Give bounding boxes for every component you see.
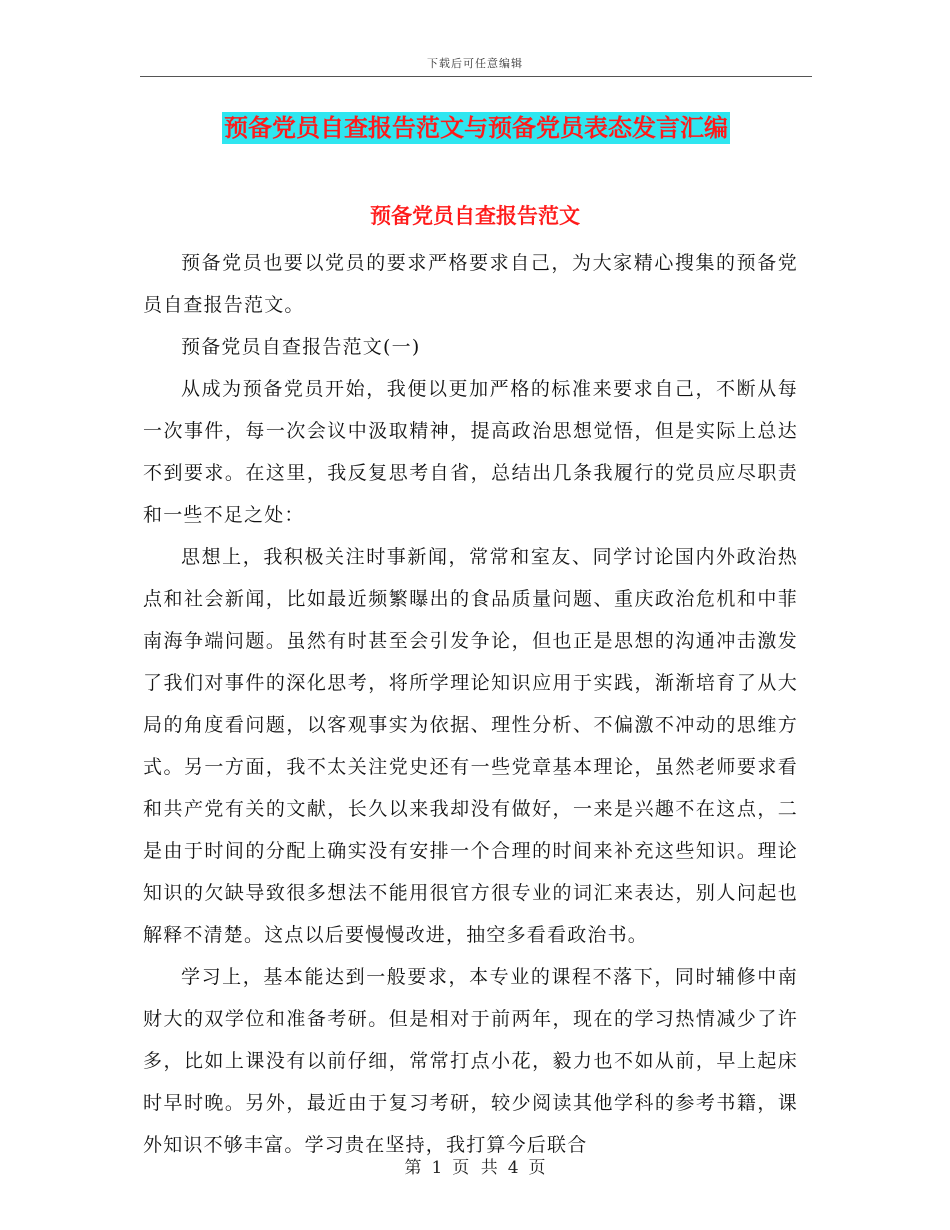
footer-suffix: 页 (528, 1158, 546, 1178)
paragraph-opening: 从成为预备党员开始，我便以更加严格的标准来要求自己，不断从每一次事件，每一次会议中汲取精神，提高政治思想觉悟，但是实际上总达不到要求。在这里，我反复思考自省，总结出几条我履行的党员应尽职责和一些不足之处： (143, 378, 798, 526)
page-footer (0, 1153, 950, 1178)
total-page-count: 4 (507, 1158, 519, 1178)
paragraph-ideology: 思想上，我积极关注时事新闻，常常和室友、同学讨论国内外政治热点和社会新闻，比如最近频繁曝出的食品质量问题、重庆政治危机和中菲南海争端问题。虽然有时甚至会引发争论，但也正是思想的沟通冲击激发了我们对事件的深化思考，将所学理论知识应用于实践，渐渐培育了从大局的角度看问题，以客观事实为依据、理性分析、不偏激不冲动的思维方式。另一方面，我不太关注党史还有一些党章基本理论，虽然老师要求看和共产党有关的文献，长久以来我却没有做好，一来是兴趣不在这点，二是由于时间的分配上确实没有安排一个合理的时间来补充这些知识。理论知识的欠缺导致很多想法不能用很官方很专业的词汇来表达，别人问起也解释不清楚。这点以后要慢慢改进，抽空多看看政治书。 (143, 546, 798, 946)
document-body (143, 242, 798, 1166)
footer-middle: 页 共 (452, 1158, 498, 1178)
header-note: 下载后可任意编辑 (427, 57, 523, 70)
document-main-title: 预备党员自查报告范文与预备党员表态发言汇编 (224, 114, 728, 142)
current-page-number: 1 (431, 1158, 443, 1178)
footer-prefix: 第 (404, 1158, 422, 1178)
paragraph-intro: 预备党员也要以党员的要求严格要求自己，为大家精心搜集的预备党员自查报告范文。 (143, 252, 798, 316)
paragraph-study: 学习上，基本能达到一般要求，本专业的课程不落下，同时辅修中南财大的双学位和准备考研。但是相对于前两年，现在的学习热情减少了许多，比如上课没有以前仔细，常常打点小花，毅力也不如从前，早上起床时早时晚。另外，最近由于复习考研，较少阅读其他学科的参考书籍，课外知识不够丰富。学习贵在坚持，我打算今后联合 (143, 966, 798, 1156)
section-title: 预备党员自查报告范文 (370, 204, 580, 228)
paragraph-subheading: 预备党员自查报告范文(一) (181, 336, 421, 358)
header-divider (140, 76, 812, 77)
